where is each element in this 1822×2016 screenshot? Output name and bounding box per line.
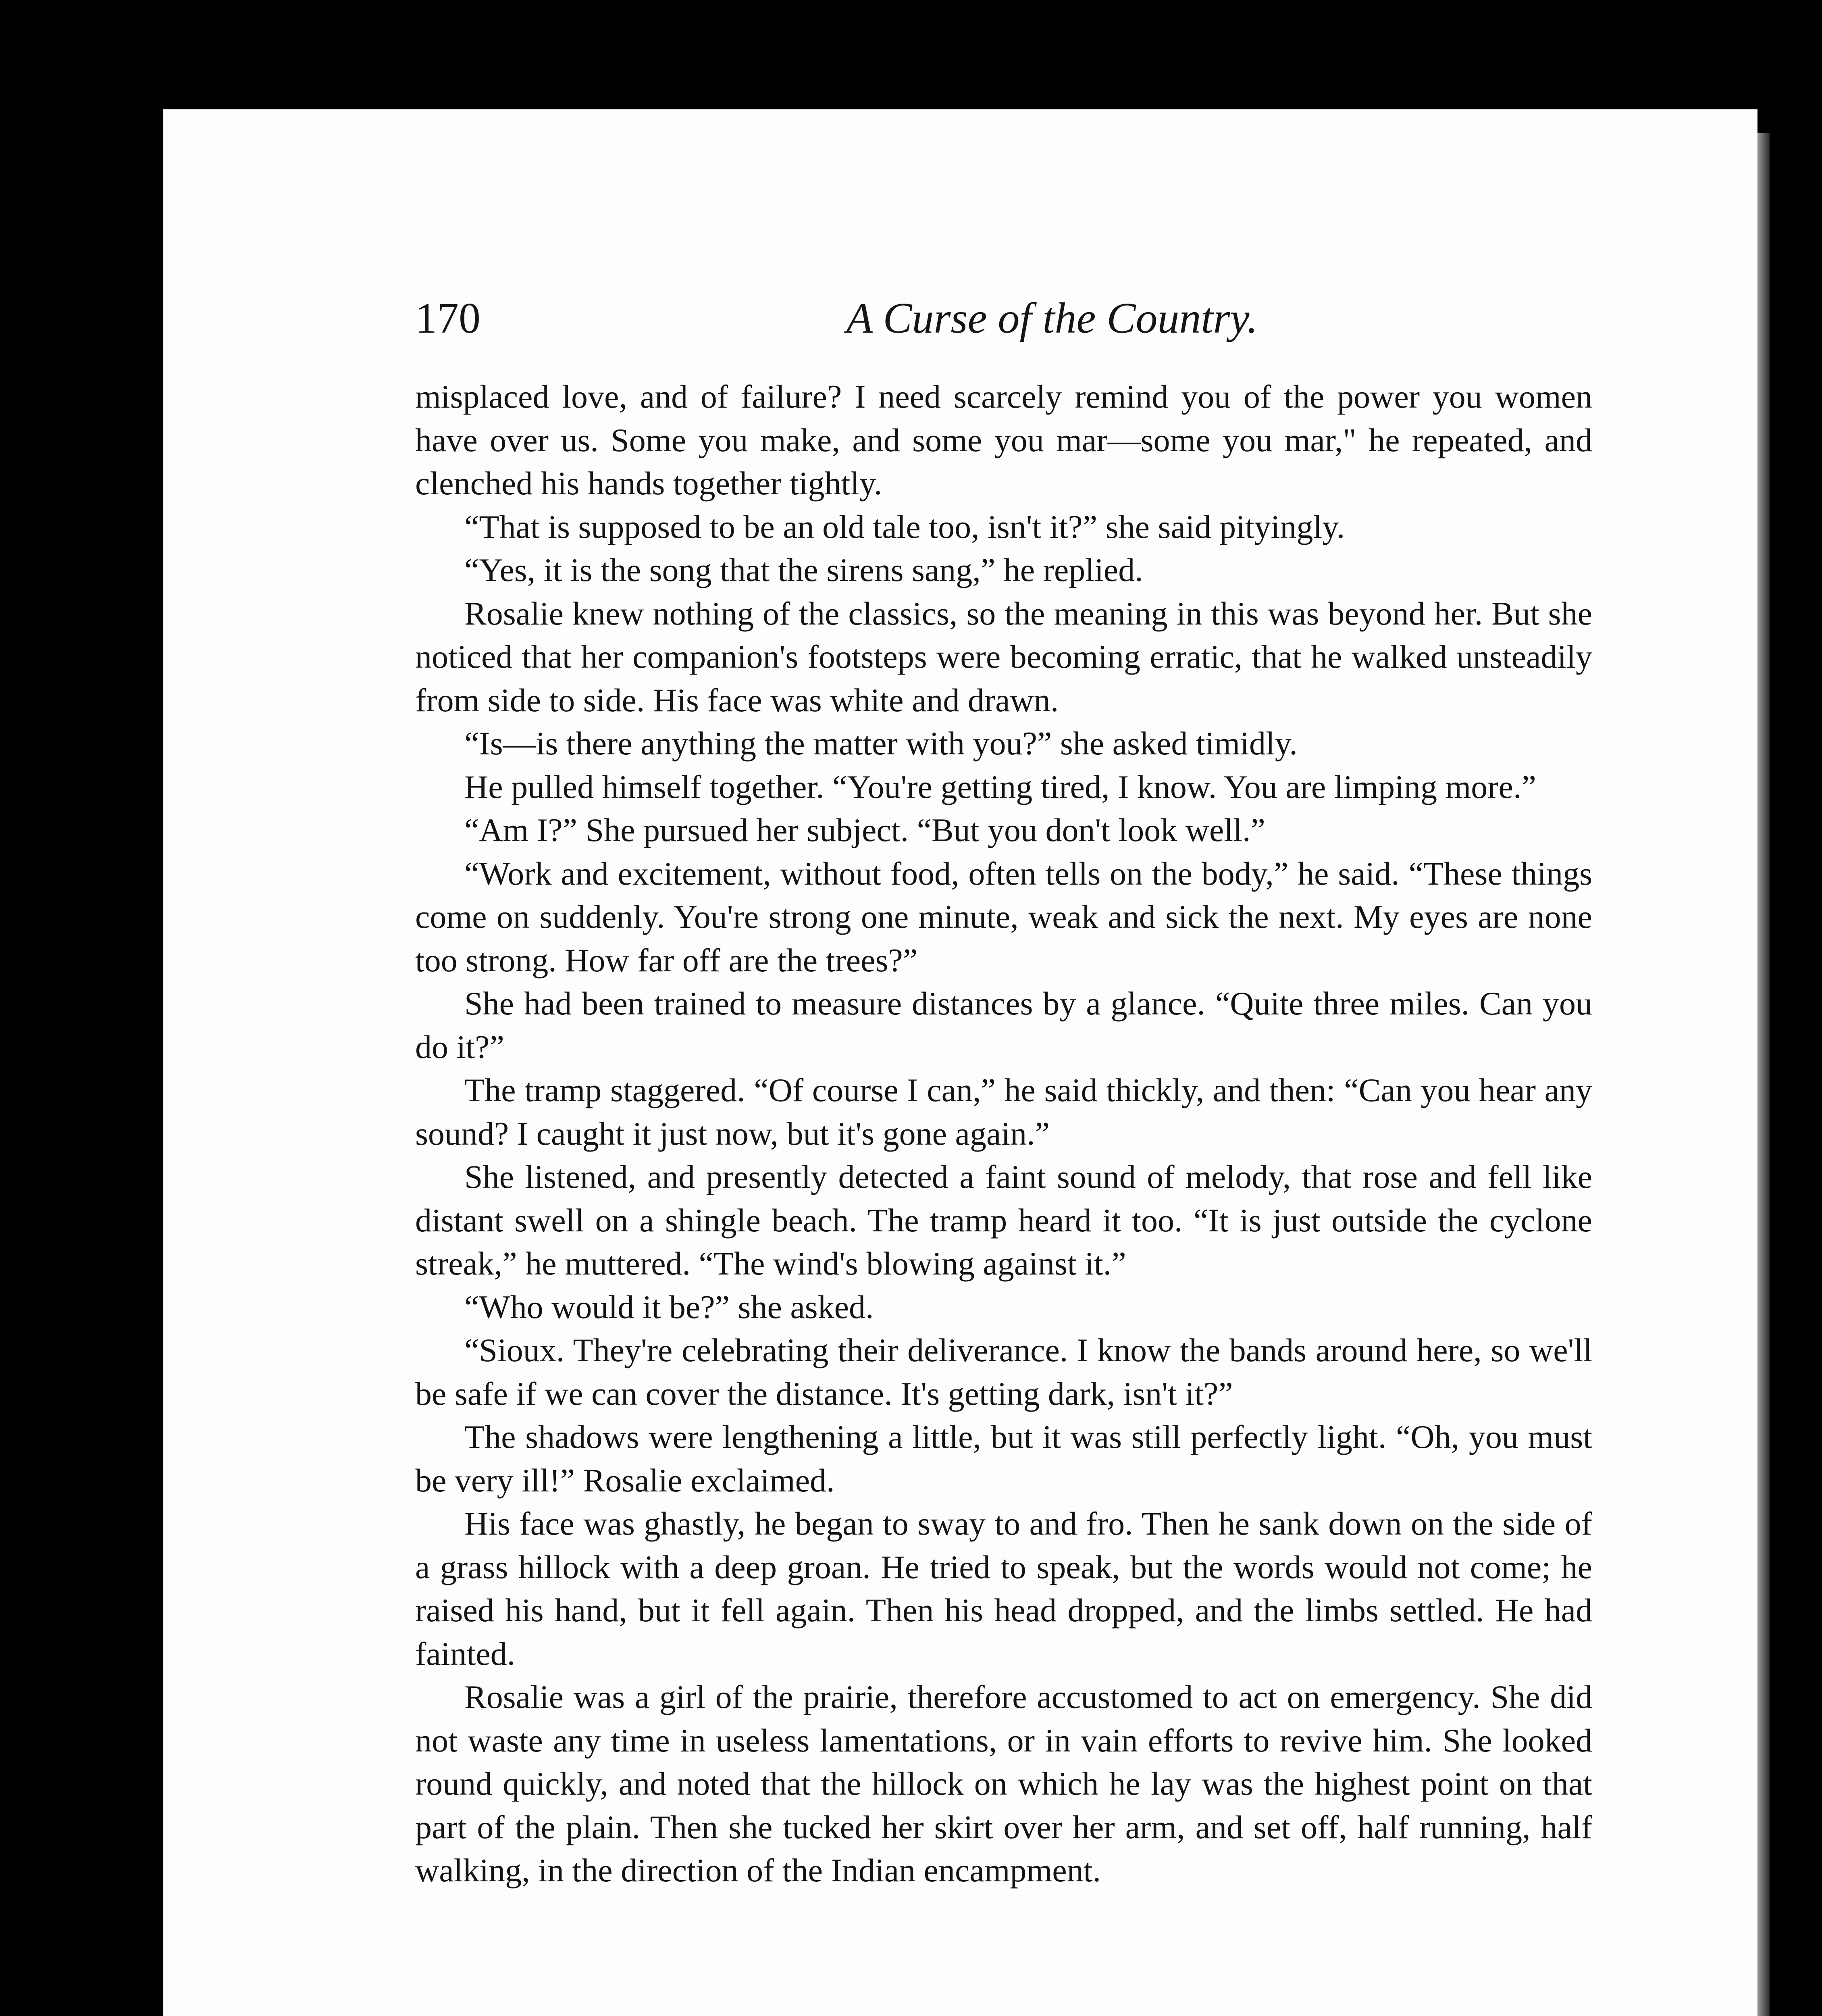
running-title: A Curse of the Country. (846, 294, 1258, 342)
paragraph: Rosalie was a girl of the prairie, therefore accustomed to act on emergency. She did not waste any time in useless lamentations, or in vain efforts to revive him. She looked round quickly, and noted that the hillock on which he lay was the highest point on that part of the plain. Then she tucked her skirt over her arm, and set off, half running, half walking, in the direction of the Indian encampment. (415, 1679, 1592, 1889)
paragraph: His face was ghastly, he began to sway to and fro. Then he sank down on the side of a grass hillock with a deep groan. He tried to speak, but the words would not come; he raised his hand, but it fell again. Then his head dropped, and the limbs settled. He had fainted. (415, 1505, 1592, 1672)
paragraph: The shadows were lengthening a little, but it was still perfectly light. “Oh, you must be very ill!” Rosalie exclaimed. (415, 1418, 1592, 1499)
running-head (415, 290, 1592, 347)
page-number: 170 (415, 294, 480, 342)
paragraph: Rosalie knew nothing of the classics, so the meaning in this was beyond her. But she noticed that her companion's footsteps were becoming erratic, that he walked unsteadily from side to side. His face was white and drawn. (415, 595, 1592, 719)
paragraph: The tramp staggered. “Of course I can,” he said thickly, and then: “Can you hear any sound? I caught it just now, but it's gone again.” (415, 1072, 1592, 1152)
paragraph: “Sioux. They're celebrating their deliverance. I know the bands around here, so we'll be safe if we can cover the distance. It's getting dark, isn't it?” (415, 1332, 1592, 1412)
paragraph: “Is—is there anything the matter with you?” she asked timidly. (464, 725, 1298, 762)
paragraph: misplaced love, and of failure? I need scarcely remind you of the power you women have over us. Some you make, and some you mar—some you mar," he repeated, and clenched his hands together tightly. (415, 378, 1592, 502)
paragraph: She listened, and presently detected a faint sound of melody, that rose and fell like distant swell on a shingle beach. The tramp heard it too. “It is just outside the cyclone streak,” he muttered. “The wind's blowing against it.” (415, 1158, 1592, 1282)
paragraph: “Yes, it is the song that the sirens sang,” he replied. (464, 552, 1143, 588)
paragraph: “Who would it be?” she asked. (464, 1288, 874, 1325)
paragraph: “That is supposed to be an old tale too, isn't it?” she said pityingly. (464, 508, 1345, 545)
body-text (415, 375, 1592, 1892)
paragraph: She had been trained to measure distances by a glance. “Quite three miles. Can you do it?” (415, 985, 1592, 1065)
paragraph: “Am I?” She pursued her subject. “But you don't look well.” (464, 812, 1265, 848)
page-edge-right (1758, 133, 1770, 2016)
paragraph: “Work and excitement, without food, often tells on the body,” he said. “These things come on suddenly. You're strong one minute, weak and sick the next. My eyes are none too strong. How far off are the trees?” (415, 855, 1592, 979)
paragraph: He pulled himself together. “You're getting tired, I know. You are limping more.” (464, 768, 1536, 805)
